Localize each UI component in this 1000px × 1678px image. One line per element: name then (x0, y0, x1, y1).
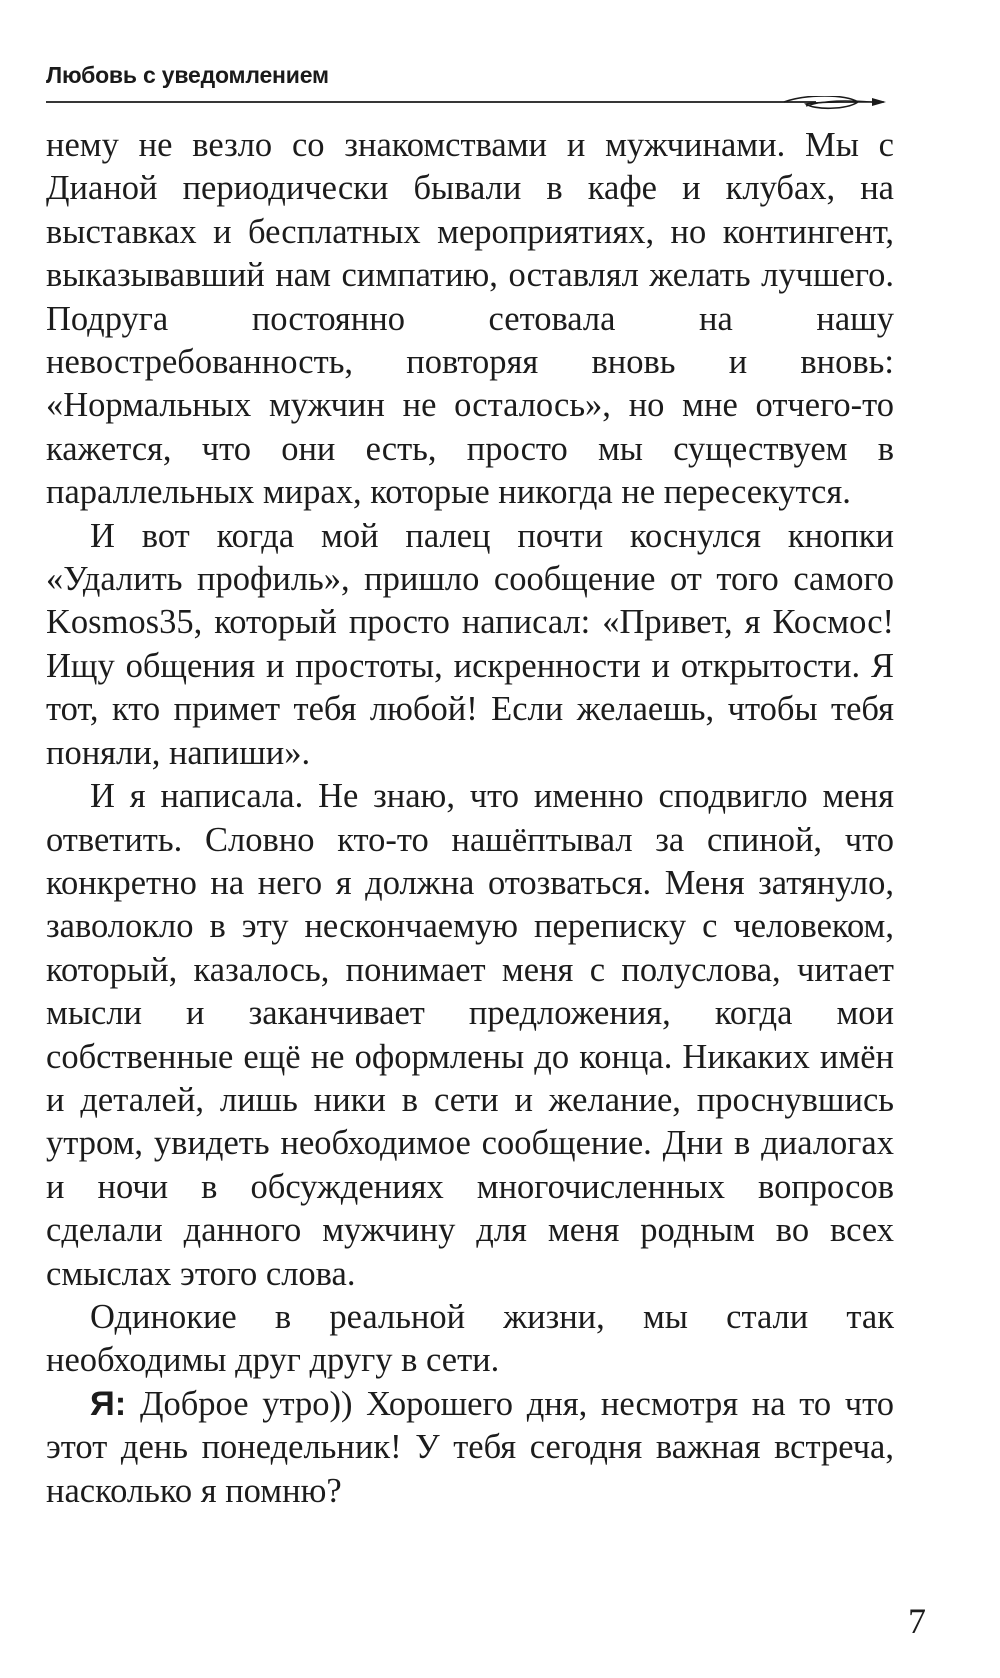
paragraph: Одинокие в реальной жизни, мы стали так необходимы друг другу в сети. (46, 1297, 894, 1380)
page-number: 7 (908, 1601, 926, 1641)
header-rule-ornament (46, 96, 916, 116)
running-header-title: Любовь с уведомлением (46, 62, 329, 88)
dialogue-line (46, 1383, 894, 1513)
paragraph: И вот когда мой палец почти коснулся кнопки «Удалить профиль», пришло сообщение от того самого Kosmos35, который просто написал: «Привет, я Космос! Ищу общения и простоты, искренности и открытости. Я тот, кто примет тебя любой! Если желаешь, чтобы тебя поняли, напиши». (46, 516, 894, 772)
dialogue-speaker: Я: (90, 1384, 127, 1423)
body-text (46, 124, 894, 1513)
dialogue-text: Доброе утро)) Хорошего дня, несмотря на то что этот день понедельник! У тебя сегодня важная встреча, насколько я помню? (46, 1384, 894, 1510)
paragraph: И я написала. Не знаю, что именно сподвигло меня ответить. Словно кто-то нашёптывал за спиной, что конкретно на него я должна отозваться. Меня затянуло, заволокло в эту нескончаемую переписку с человеком, который, казалось, понимает меня с полуслова, читает мысли и заканчивает предложения, когда мои собственные ещё не оформлены до конца. Никаких имён и деталей, лишь ники в сети и желание, проснувшись утром, увидеть необходимое сообщение. Дни в диалогах и ночи в обсуждениях многочисленных вопросов сделали данного мужчину для меня родным во всех смыслах этого слова. (46, 777, 894, 1293)
paragraph: нему не везло со знакомствами и мужчинами. Мы с Дианой периодически бывали в кафе и клубах, на выставках и бесплатных мероприятиях, но контингент, выказывавший нам симпатию, оставлял желать лучшего. Подруга постоянно сетовала на нашу невостребованность, повторяя вновь и вновь: «Нормальных мужчин не осталось», но мне отчего-то кажется, что они есть, просто мы существуем в параллельных мирах, которые никогда не пересекутся. (46, 126, 894, 512)
